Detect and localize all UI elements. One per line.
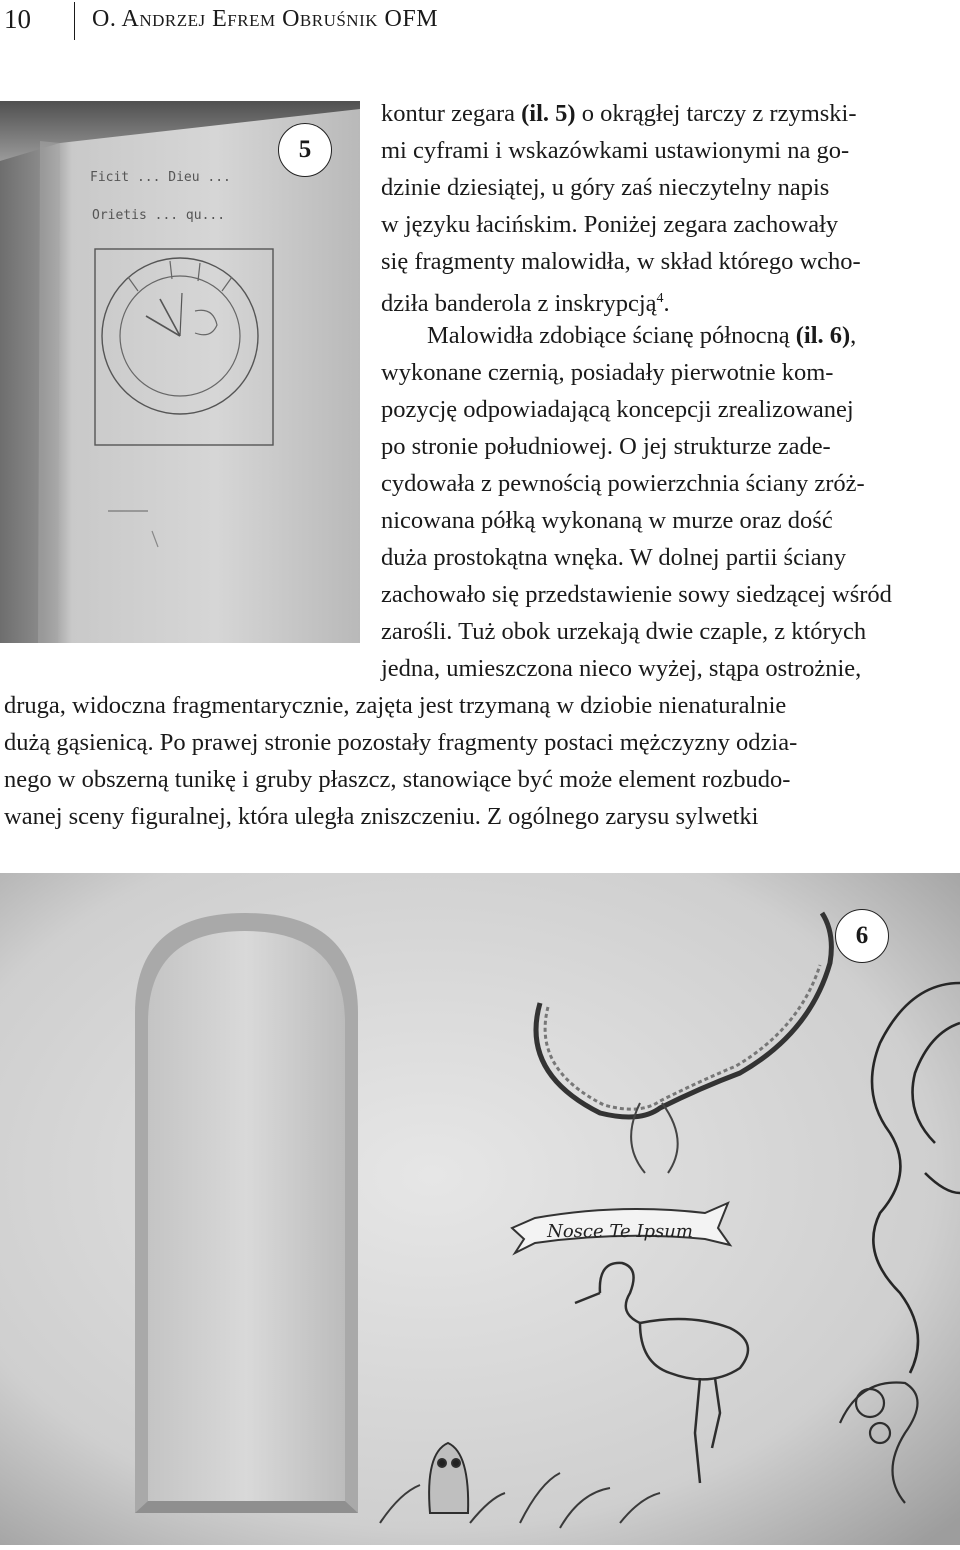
text-line: dzinie dziesiątej, u góry zaś nieczytelny napis: [381, 174, 830, 201]
text-line: jedna, umieszczona nieco wyżej, stąpa ostrożnie,: [381, 655, 862, 682]
figure-6-number: 6: [835, 909, 889, 963]
header-divider: [74, 2, 75, 40]
figure-reference-5: (il. 5): [521, 100, 576, 127]
figure-5-number: 5: [278, 123, 332, 177]
text-line: w języku łacińskim. Poniżej zegara zachowały: [381, 211, 839, 238]
text-line: wykonane czernią, posiadały pierwotnie kom-: [381, 359, 834, 386]
inscription-line-2: Orietis ... qu...: [92, 208, 226, 223]
north-wall-painting: [0, 873, 960, 1545]
text-line: po stronie południowej. O jej strukturze zade-: [381, 433, 831, 460]
text-line-7: Malowidła zdobiące ścianę północną (il. 6),: [427, 322, 857, 349]
footnote-marker: 4: [656, 291, 664, 306]
text-line: druga, widoczna fragmentarycznie, zajęta jest trzymaną w dziobie nienaturalnie: [4, 692, 787, 719]
figure-6-photo: [0, 873, 960, 1545]
text-line: nego w obszerną tunikę i gruby płaszcz, stanowiące być może element rozbudo-: [4, 766, 791, 793]
text-line: zarośli. Tuż obok urzekają dwie czaple, z których: [381, 618, 867, 645]
inscription-line-1: Ficit ... Dieu ...: [90, 170, 231, 185]
text-line: mi cyframi i wskazówkami ustawionymi na go-: [381, 137, 850, 164]
text-line: zachowało się przedstawienie sowy siedzącej wśród: [381, 581, 892, 608]
text-line: cydowała z pewnością powierzchnia ściany zróż-: [381, 470, 865, 497]
figure-reference-6: (il. 6): [795, 322, 851, 349]
running-header: [0, 0, 960, 46]
text-line: duża prostokątna wnęka. W dolnej partii ściany: [381, 544, 847, 571]
text-line: wanej sceny figuralnej, która uległa zniszczeniu. Z ogólnego zarysu sylwetki: [4, 803, 759, 830]
text-line-6: dziła banderola z inskrypcją$^4$.: [381, 290, 670, 318]
clock-wall-painting: [0, 101, 360, 643]
text-line: dużą gąsienicą. Po prawej stronie pozostały fragmenty postaci mężczyzny odzia-: [4, 729, 798, 756]
banderole-inscription: Nosce Te Ipsum: [547, 1221, 693, 1242]
text-line: pozycję odpowiadającą koncepcji zrealizowanej: [381, 396, 854, 423]
header-author: O. Andrzej Efrem Obruśnik OFM: [92, 6, 439, 32]
text-line-1: kontur zegara (il. 5) o okrągłej tarczy z rzymski-: [381, 100, 857, 127]
text-line: nicowana półką wykonaną w murze oraz dość: [381, 507, 833, 534]
page-number: 10: [4, 4, 31, 34]
text-line: się fragmenty malowidła, w skład którego wcho-: [381, 248, 861, 275]
figure-5-photo: [0, 101, 360, 643]
